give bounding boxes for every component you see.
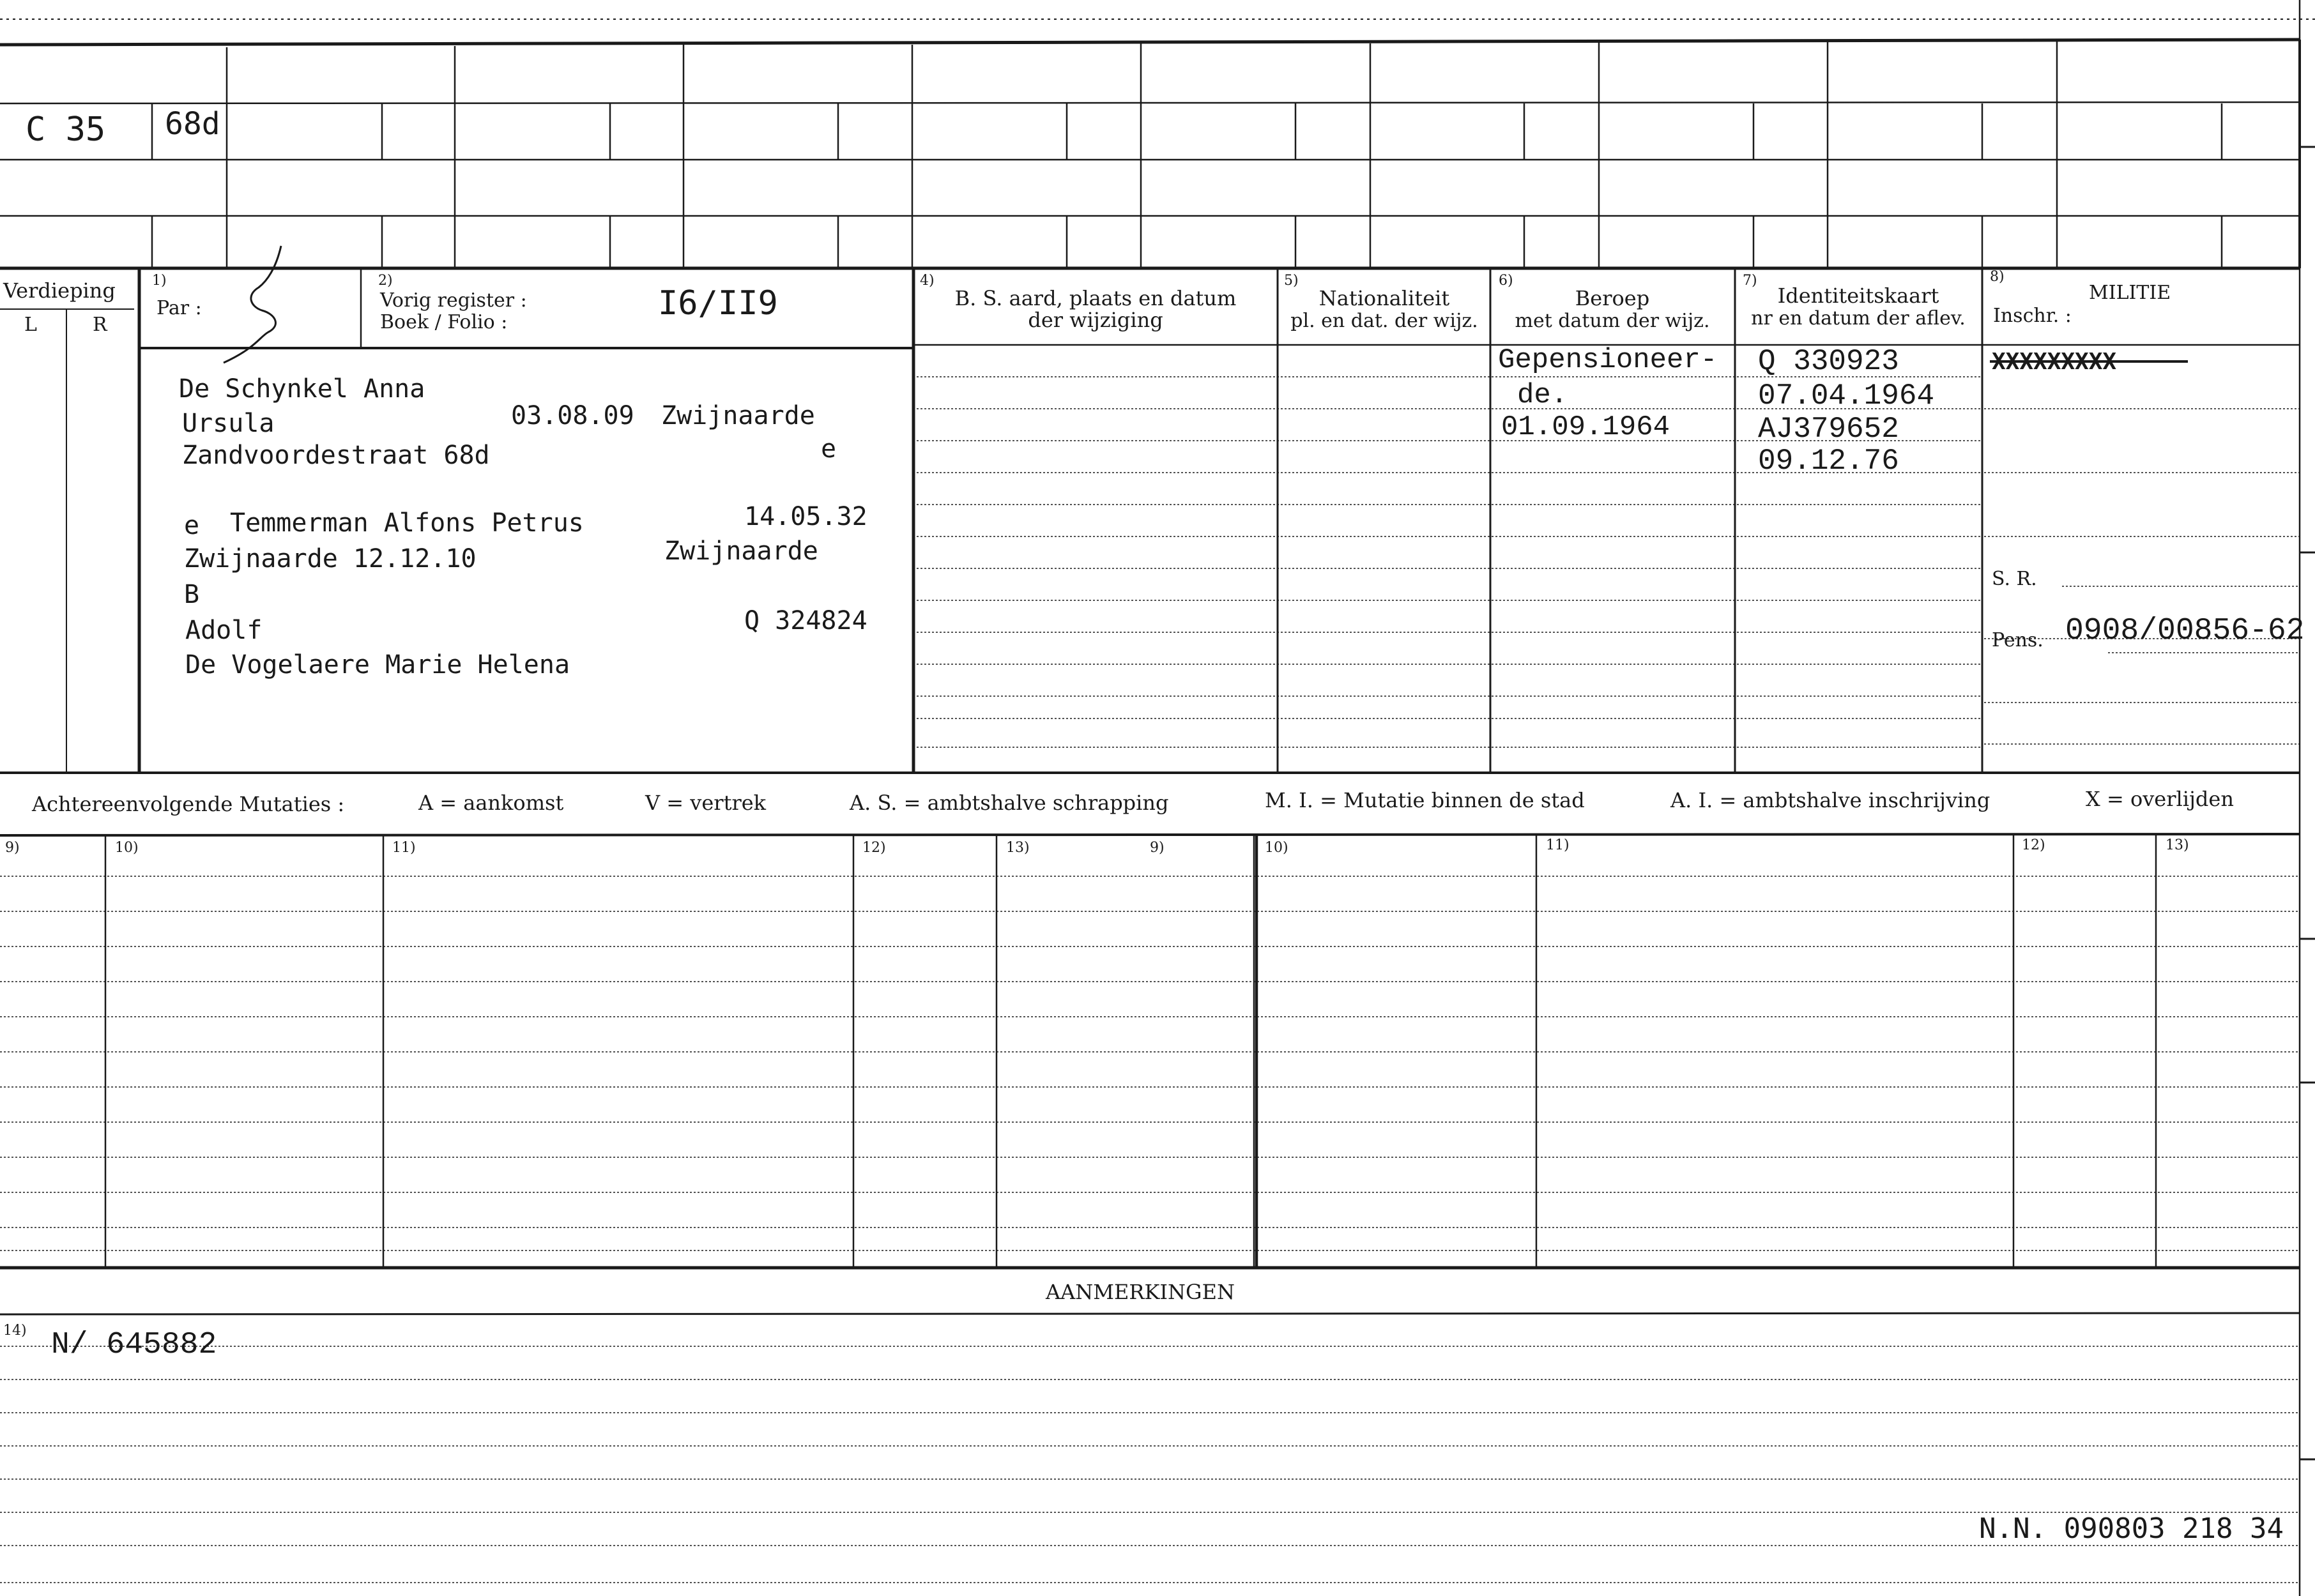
aanmerkingen-title: AANMERKINGEN	[1046, 1280, 1235, 1304]
id-line2: 07.04.1964	[1758, 379, 1935, 413]
id-line3: AJ379652	[1758, 413, 1899, 446]
mutaties-legend-mi: M. I. = Mutatie binnen de stad	[1265, 788, 1585, 812]
mut-col-12: 12)	[862, 840, 886, 856]
address: Zandvoordestraat 68d	[182, 441, 490, 470]
identiteit-entry	[1758, 345, 1934, 478]
identiteit-header-line1: Identiteitskaart	[1777, 284, 1939, 308]
mut-col-9b: 9)	[1150, 840, 1165, 856]
mut-col-10b-visible: 10)	[1265, 840, 1288, 856]
birth-date: 03.08.09	[511, 401, 634, 430]
mutaties-legend-x: X = overlijden	[2086, 787, 2234, 811]
spouse-birth: Zwijnaarde 12.12.10	[184, 544, 477, 574]
header-num-6: 6)	[1499, 273, 1513, 289]
mut-col-12b: 12)	[2022, 837, 2045, 853]
mutaties-column-headers	[5, 837, 2189, 856]
nn-number: N.N. 090803 218 34	[1979, 1512, 2284, 1545]
aanmerkingen-note: N/ 645882	[51, 1328, 217, 1362]
bs-header-line1: B. S. aard, plaats en datum	[954, 286, 1237, 310]
header-verdieping: Verdieping	[3, 278, 116, 303]
header-col-r: R	[93, 314, 107, 336]
beroep-line1: Gepensioneer-	[1498, 344, 1718, 376]
beroep-header-line1: Beroep	[1575, 286, 1650, 310]
spouse-prefix: e	[184, 511, 200, 540]
mutaties-legend-as: A. S. = ambtshalve schrapping	[850, 791, 1169, 815]
person-entry	[179, 374, 867, 680]
inschr-crossed-value: XXXXXXXXX	[1992, 349, 2117, 375]
mut-col-10: 10)	[115, 840, 139, 856]
beroep-line2: de.	[1517, 379, 1568, 411]
mut-col-11: 11)	[392, 840, 416, 856]
house-number: 68d	[165, 106, 220, 142]
header-num-4: 4)	[920, 273, 935, 289]
bs-header-line2: der wijziging	[1028, 308, 1163, 332]
header-num-5: 5)	[1284, 273, 1299, 289]
par-label: Par :	[157, 297, 202, 319]
sr-label: S. R.	[1992, 568, 2037, 590]
nationaliteit-header-line1: Nationaliteit	[1318, 286, 1450, 310]
beroep-entry	[1498, 344, 1717, 443]
person-name-line1: De Schynkel Anna	[179, 374, 425, 404]
mutaties-legend-a: A = aankomst	[418, 791, 564, 815]
signature-mark	[224, 246, 281, 363]
id-line1: Q 330923	[1758, 345, 1899, 378]
id-line4: 09.12.76	[1758, 445, 1899, 478]
pens-label: Pens.	[1992, 629, 2044, 651]
father-name: Adolf	[185, 616, 263, 645]
aanmerkingen-num-14: 14)	[3, 1323, 27, 1339]
q-number: Q 324824	[744, 606, 867, 635]
header-num-1: 1)	[152, 273, 167, 289]
mut-col-13b: 13)	[2166, 837, 2189, 853]
mut-col-9: 9)	[5, 840, 20, 856]
mark-e: e	[821, 434, 837, 464]
header-num-2: 2)	[378, 273, 393, 289]
mutaties-legend-v: V = vertrek	[645, 791, 767, 815]
card-code: C 35	[26, 110, 106, 149]
line-b: B	[184, 580, 200, 609]
mut-col-11b: 11)	[1546, 837, 1570, 853]
mutaties-legend-ai: A. I. = ambtshalve inschrijving	[1670, 788, 1990, 812]
vorig-register-value: I6/II9	[658, 284, 778, 323]
identiteit-header-line2: nr en datum der aflev.	[1751, 307, 1966, 330]
header-num-7: 7)	[1743, 273, 1757, 289]
nationaliteit-header-line2: pl. en dat. der wijz.	[1290, 310, 1478, 332]
mutaties-title: Achtereenvolgende Mutaties :	[32, 792, 345, 816]
marriage-date: 14.05.32	[744, 502, 867, 531]
person-name-line2: Ursula	[182, 409, 275, 438]
pens-value: 0908/00856-62	[2065, 614, 2305, 648]
beroep-header-line2: met datum der wijz.	[1515, 310, 1710, 332]
header-num-8: 8)	[1990, 269, 2005, 285]
beroep-line3: 01.09.1964	[1501, 411, 1670, 443]
mother-name: De Vogelaere Marie Helena	[185, 650, 570, 680]
birth-place: Zwijnaarde	[661, 401, 815, 430]
boek-folio-label: Boek / Folio :	[380, 311, 508, 333]
marriage-place: Zwijnaarde	[664, 536, 818, 566]
header-col-l: L	[24, 314, 37, 336]
militie-header: MILITIE	[2089, 282, 2171, 304]
inschr-label: Inschr. :	[1993, 305, 2072, 327]
mut-col-13: 13)	[1006, 840, 1030, 856]
vorig-register-label: Vorig register :	[380, 289, 527, 312]
spouse-name: Temmerman Alfons Petrus	[230, 508, 584, 538]
